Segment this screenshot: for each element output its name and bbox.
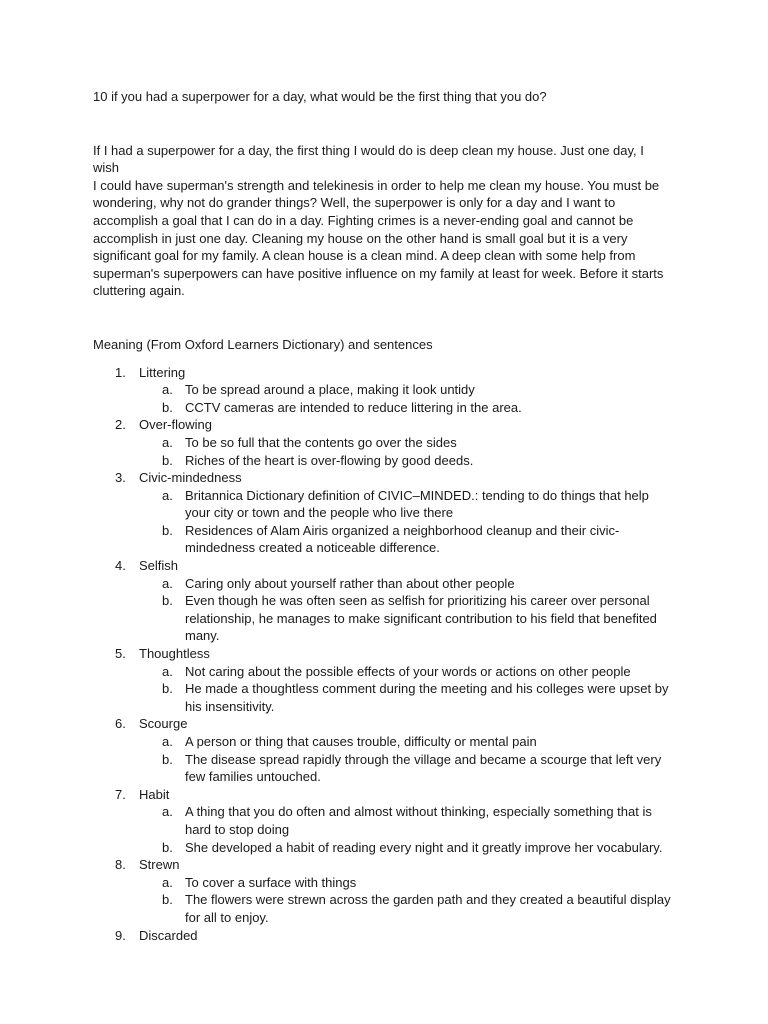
sub-letter: a.	[162, 804, 173, 820]
question-heading: 10 if you had a superpower for a day, what would be the first thing that you do?	[93, 89, 547, 104]
example-sentence-item	[139, 452, 672, 470]
essay-line: accomplish in just one day. Cleaning my house on the other hand is small goal but it is a very	[93, 230, 628, 246]
vocabulary-sublist	[139, 874, 672, 927]
vocabulary-item	[93, 856, 672, 926]
example-sentence-item	[139, 592, 672, 645]
definition-item	[139, 803, 672, 838]
vocabulary-word: Habit	[139, 786, 170, 802]
sub-letter: a.	[162, 575, 173, 591]
sub-text: The disease spread rapidly through the village and became a scourge that left very few families untouched.	[185, 751, 662, 785]
sub-text: To cover a surface with things	[185, 874, 357, 890]
vocabulary-item	[93, 786, 672, 856]
example-sentence-item	[139, 839, 672, 857]
vocabulary-sublist	[139, 733, 672, 786]
definition-item	[139, 874, 672, 892]
example-sentence-item	[139, 680, 672, 715]
definition-item	[139, 663, 672, 681]
essay-line: wondering, why not do grander things? Well, the superpower is only for a day and I want to	[93, 195, 616, 211]
example-sentence-item	[139, 751, 672, 786]
sub-letter: b.	[162, 892, 173, 908]
sub-text: The flowers were strewn across the garden path and they created a beautiful display for all to enjoy.	[185, 892, 671, 925]
sub-letter: b.	[162, 681, 173, 697]
vocabulary-item	[93, 364, 672, 417]
sub-letter: b.	[162, 751, 173, 767]
essay-line: superman's superpowers can have positive influence on my family at least for week. Before it starts	[93, 265, 664, 281]
example-sentence-item	[139, 399, 672, 417]
vocabulary-word: Civic-mindedness	[139, 470, 242, 486]
vocabulary-sublist	[139, 487, 672, 557]
sub-text: Britannica Dictionary definition of CIVIC–MINDED.: tending to do things that help your city or town and the people who live there	[185, 487, 649, 521]
definition-item	[139, 575, 672, 593]
definition-item	[139, 733, 672, 751]
vocabulary-item	[93, 645, 672, 715]
sub-text: Even though he was often seen as selfish for prioritizing his career over personal relationship, he manages to make significant contribution to his field that benefited many.	[185, 593, 657, 644]
sub-text: To be so full that the contents go over the sides	[185, 434, 457, 450]
vocabulary-number: 9.	[115, 927, 126, 943]
essay-line: I could have superman's strength and telekinesis in order to help me clean my house. You must be	[93, 177, 660, 193]
sub-text: Residences of Alam Airis organized a neighborhood cleanup and their civic-mindedness created a noticeable difference.	[185, 522, 620, 556]
vocabulary-number: 3.	[115, 470, 126, 486]
vocabulary-number: 8.	[115, 857, 126, 873]
essay-line: accomplish a goal that I can do in a day. Fighting crimes is a never-ending goal and cannot be	[93, 212, 634, 228]
vocabulary-number: 1.	[115, 364, 126, 380]
sub-letter: a.	[162, 382, 173, 398]
vocabulary-number: 5.	[115, 646, 126, 662]
sub-text: Riches of the heart is over-flowing by good deeds.	[185, 452, 474, 468]
sub-text: A person or thing that causes trouble, difficulty or mental pain	[185, 734, 537, 749]
essay-line: If I had a superpower for a day, the first thing I would do is deep clean my house. Just one day, I wish	[93, 142, 644, 176]
sub-text: A thing that you do often and almost without thinking, especially something that is hard to stop doing	[185, 804, 652, 837]
sub-letter: b.	[162, 522, 173, 538]
vocabulary-item	[93, 469, 672, 557]
vocabulary-sublist	[139, 663, 672, 716]
vocabulary-item	[93, 557, 672, 645]
sub-letter: b.	[162, 399, 173, 415]
vocabulary-item	[93, 416, 672, 469]
vocabulary-number: 4.	[115, 558, 126, 574]
vocabulary-list	[93, 364, 672, 945]
vocabulary-sublist	[139, 381, 672, 416]
meaning-heading: Meaning (From Oxford Learners Dictionary) and sentences	[93, 336, 433, 352]
example-sentence-item	[139, 891, 672, 926]
vocabulary-sublist	[139, 803, 672, 856]
vocabulary-word: Strewn	[139, 857, 180, 873]
sub-letter: b.	[162, 839, 173, 855]
vocabulary-sublist	[139, 434, 672, 469]
essay-paragraph	[93, 142, 672, 300]
sub-letter: a.	[162, 734, 173, 749]
vocabulary-word: Selfish	[139, 558, 179, 574]
essay-line: cluttering again.	[93, 283, 185, 299]
definition-item	[139, 434, 672, 452]
vocabulary-word: Littering	[139, 364, 186, 380]
definition-item	[139, 381, 672, 399]
sub-text: She developed a habit of reading every night and it greatly improve her vocabulary.	[185, 839, 663, 855]
essay-line: significant goal for my family. A clean house is a clean mind. A deep clean with some help from	[93, 248, 636, 264]
sub-text: Caring only about yourself rather than about other people	[185, 575, 515, 591]
sub-letter: a.	[162, 487, 173, 503]
sub-text: He made a thoughtless comment during the meeting and his colleges were upset by his insensitivity.	[185, 681, 669, 714]
vocabulary-word: Thoughtless	[139, 646, 210, 662]
definition-item	[139, 487, 672, 522]
sub-text: To be spread around a place, making it look untidy	[185, 382, 475, 398]
vocabulary-word: Discarded	[139, 927, 198, 943]
sub-letter: a.	[162, 434, 173, 450]
example-sentence-item	[139, 522, 672, 557]
vocabulary-item	[93, 927, 672, 945]
sub-letter: b.	[162, 593, 173, 609]
vocabulary-item	[93, 715, 672, 785]
vocabulary-number: 2.	[115, 417, 126, 433]
vocabulary-word: Over-flowing	[139, 417, 212, 433]
sub-letter: b.	[162, 452, 173, 468]
vocabulary-number: 6.	[115, 716, 126, 732]
vocabulary-word: Scourge	[139, 716, 188, 732]
vocabulary-sublist	[139, 575, 672, 645]
sub-text: CCTV cameras are intended to reduce littering in the area.	[185, 399, 522, 415]
vocabulary-number: 7.	[115, 786, 126, 802]
sub-letter: a.	[162, 874, 173, 890]
sub-letter: a.	[162, 663, 173, 679]
sub-text: Not caring about the possible effects of your words or actions on other people	[185, 663, 631, 679]
